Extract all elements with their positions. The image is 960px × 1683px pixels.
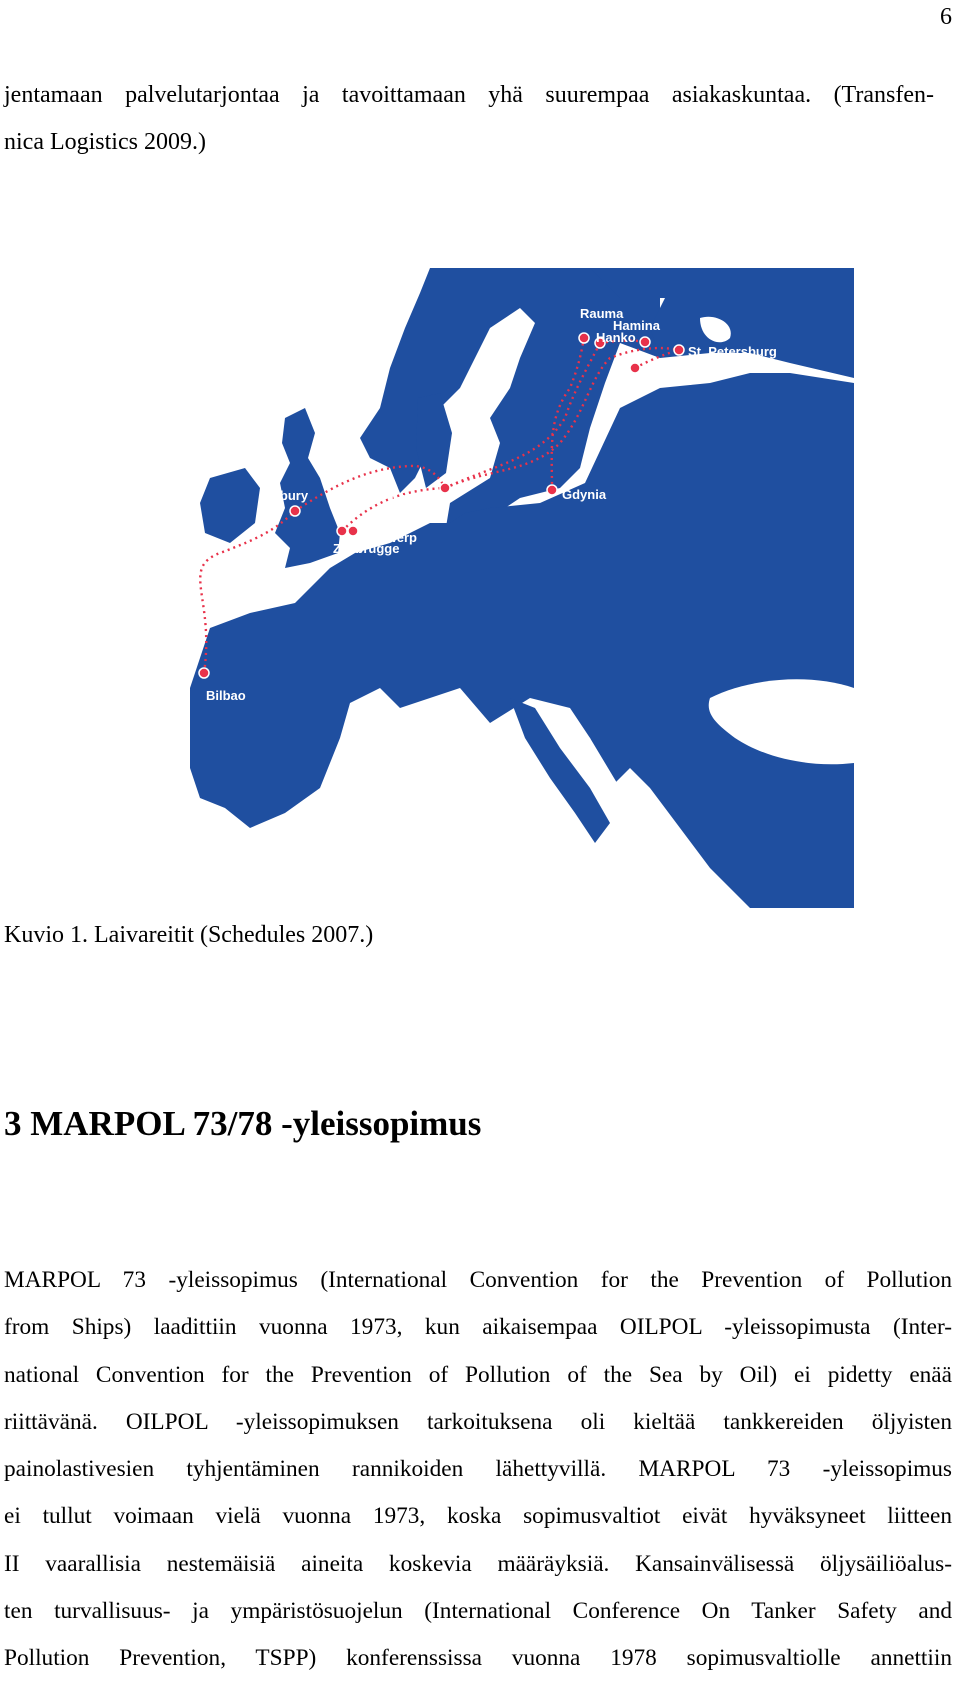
intro-line: nica Logistics 2009.) — [4, 129, 206, 155]
port-marker-lubeck — [440, 483, 450, 493]
body-line: from Ships) laadittiin vuonna 1973, kun aikaisempaa OILPOL -yleissopimusta (Inter- — [4, 1314, 952, 1341]
port-marker-rauma — [579, 333, 589, 343]
port-label-hanko: Hanko — [596, 330, 636, 345]
body-line: Pollution Prevention, TSPP) konferenssissa vuonna 1978 sopimusvaltiolle annettiin — [4, 1645, 952, 1672]
body-paragraph — [4, 1257, 952, 1683]
body-line: ten turvallisuus- ja ympäristösuojelun (International Conference On Tanker Safety and — [4, 1598, 952, 1625]
port-marker-gdynia — [547, 485, 557, 495]
port-marker-zeebrugge — [337, 526, 347, 536]
port-marker-bilbao — [199, 668, 209, 678]
body-line: painolastivesien tyhjentäminen rannikoiden lähettyvillä. MARPOL 73 -yleissopimus — [4, 1456, 952, 1483]
section-heading: 3 MARPOL 73/78 -yleissopimus — [4, 1104, 482, 1143]
body-line: riittävänä. OILPOL -yleissopimuksen tarkoituksena oli kieltää tankkereiden öljyisten — [4, 1408, 952, 1435]
ferry-route-map — [190, 268, 854, 908]
port-marker-hamina — [640, 337, 650, 347]
intro-paragraph — [4, 72, 934, 166]
body-line: MARPOL 73 -yleissopimus (International Convention for the Prevention of Pollution — [4, 1267, 952, 1293]
port-label-bilbao: Bilbao — [206, 688, 246, 703]
port-label-hamina: Hamina — [613, 318, 660, 333]
port-label-zeebrugge: Zeebrugge — [333, 541, 400, 556]
body-line: II vaarallisia nestemäisiä aineita koskevia määräyksiä. Kansainvälisessä öljysäiliöalus- — [4, 1550, 952, 1577]
body-line: ei tullut voimaan vielä vuonna 1973, koska sopimusvaltiot eivät hyväksyneet liitteen — [4, 1503, 952, 1530]
port-marker-paldiski — [630, 363, 640, 373]
page-number: 6 — [940, 4, 952, 30]
port-label-gdynia: Gdynia — [562, 487, 607, 502]
port-marker-tilbury — [290, 506, 300, 516]
port-label-tilbury: Tilbury — [265, 488, 309, 503]
port-label-antwerp: Antwerp — [365, 530, 417, 545]
port-label-paldiski: Paldiski — [643, 373, 693, 388]
port-marker-antwerp — [348, 526, 358, 536]
port-label-rauma: Rauma — [580, 306, 624, 321]
port-label-lubeck: Lübeck — [390, 492, 436, 507]
port-label-st-petersburg: St. Petersburg — [688, 344, 777, 359]
port-marker-st-petersburg — [674, 345, 684, 355]
figure-caption: Kuvio 1. Laivareitit (Schedules 2007.) — [4, 922, 374, 948]
intro-line: jentamaan palvelutarjontaa ja tavoittamaan yhä suurempaa asiakaskuntaa. (Transfen- — [4, 82, 934, 108]
body-line: national Convention for the Prevention of Pollution of the Sea by Oil) ei pidetty enää — [4, 1361, 952, 1388]
